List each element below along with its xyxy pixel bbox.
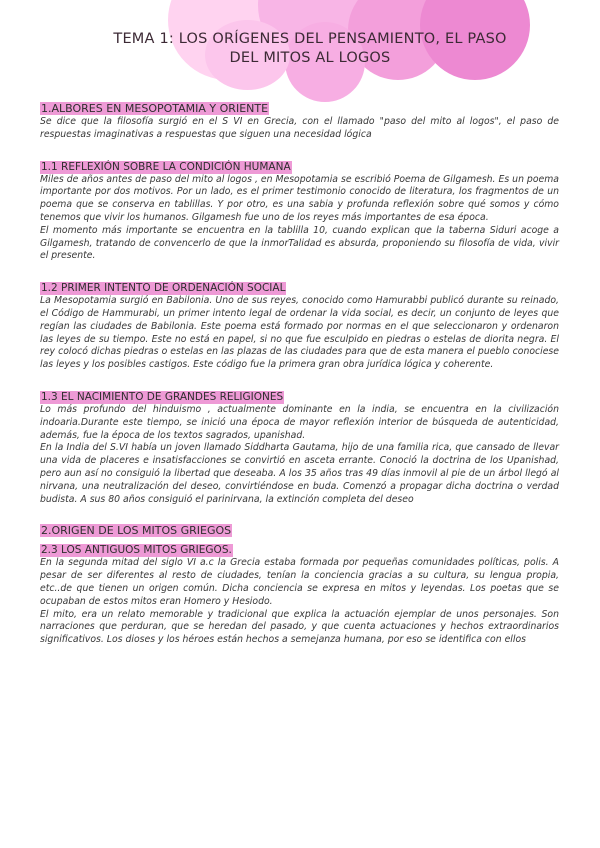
section-heading: 1.ALBORES EN MESOPOTAMIA Y ORIENTE xyxy=(41,102,269,115)
section xyxy=(40,155,559,264)
paragraph: Se dice que la filosofía surgió en el S VI en Grecia, con el llamado "paso del mito al logos", el paso de respuestas imaginativas a respuestas que siguen una necesidad lógica xyxy=(40,116,559,140)
section xyxy=(40,519,559,647)
paragraph: En la India del S.VI había un joven llamado Siddharta Gautama, hijo de una familia rica, que cansado de llevar una vida de placeres e insatisfacciones se convirtió en asceta errante. Conoció la doctrina de los Upanishad, pero aun así no consiguió la libertad que deseaba. A los 35 años tras 49 días inmovil al pie de un árbol llegó al nirvana, una neutralización del deseo, convirtiéndose en buda. Comenzó a propagar dicha doctrina o verdad budista. A sus 80 años consiguió el parinirvana, la extinción completa del deseo xyxy=(40,442,559,505)
paragraph: El mito, era un relato memorable y tradicional que explica la actuación ejemplar de unos personajes. Son narraciones que perduran, que se heredan del pasado, y que cuenta actuaciones y hechos extraordinarios significativos. Los dioses y los héroes están hechos a semejanza humana, por eso se identifica con ellos xyxy=(40,608,559,646)
page-title-line1: TEMA 1: LOS ORÍGENES DEL PENSAMIENTO, EL PASO xyxy=(113,31,507,47)
paragraph: La Mesopotamia surgió en Babilonia. Uno de sus reyes, conocido como Hamurabbi publicó durante su reinado, el Código de Hammurabi, un primer intento legal de ordenar la vida social, es decir, un conjunto de leyes que regían las ciudades de Babilonia. Este poema está formado por normas en el que seleccionaron y ordenaron las leyes de su tiempo. Este no está en papel, si no que fue esculpido en piedras o estelas de diorita negra. El rey colocó dichas piedras o estelas en las plazas de las ciudades para que de esta manera el pueblo conociese las leyes y los posibles castigos. Este código fue la primera gran obra jurídica lógica y coherente. xyxy=(40,295,559,371)
paragraph: En la segunda mitad del siglo VI a.c la Grecia estaba formada por pequeñas comunidades políticas, polis. A pesar de ser diferentes al resto de ciudades, tenían la conciencia gracias a su cultura, su lengua propia, etc..de que tienen un origen común. Dicha conciencia se expresa en mitos y leyendas. Los poetas que se ocupaban de estos mitos eran Homero y Hesiodo. xyxy=(40,557,559,607)
section-subheading: 2.3 LOS ANTIGUOS MITOS GRIEGOS. xyxy=(41,544,232,557)
section-heading: 1.3 EL NACIMIENTO DE GRANDES RELIGIONES xyxy=(41,390,284,403)
paragraph: El momento más importante se encuentra en la tablilla 10, cuando explican que la taberna Siduri acoge a Gilgamesh, tratando de convencerlo de que la inmorTalidad es absurda, proponiendo su filosofía de vida, vivir el presente. xyxy=(40,224,559,262)
paragraph: Miles de años antes de paso del mito al logos , en Mesopotamia se escribió Poema de Gilgamesh. Es un poema importante por dos motivos. Por un lado, es el primer testimonio conocido de literatura, los fragmentos de un poema que se conserva en tablillas. Y por otro, es una sabia y profunda reflexión sobre qué somos y cómo tenemos que vivir los humanos. Gilgamesh fue uno de los reyes más importantes de esa época. xyxy=(40,173,559,223)
section-heading: 2.ORIGEN DE LOS MITOS GRIEGOS xyxy=(41,524,232,538)
paragraph: Lo más profundo del hinduismo , actualmente dominante en la india, se encuentra en la civilización indoaria.Durante este tiempo, se inició una época de mayor reflexión interior de búsqueda de autenticidad, además, fue la época de los textos sagrados, upanishad. xyxy=(40,403,559,441)
section xyxy=(40,385,559,506)
section-heading: 1.1 REFLEXIÓN SOBRE LA CONDICIÓN HUMANA xyxy=(41,160,291,173)
section-heading: 1.2 PRIMER INTENTO DE ORDENACIÓN SOCIAL xyxy=(41,282,286,295)
page-title-line2: DEL MITOS AL LOGOS xyxy=(229,50,391,66)
section xyxy=(40,97,559,142)
document-body xyxy=(40,97,559,660)
section xyxy=(40,276,559,372)
page-title xyxy=(100,30,520,68)
